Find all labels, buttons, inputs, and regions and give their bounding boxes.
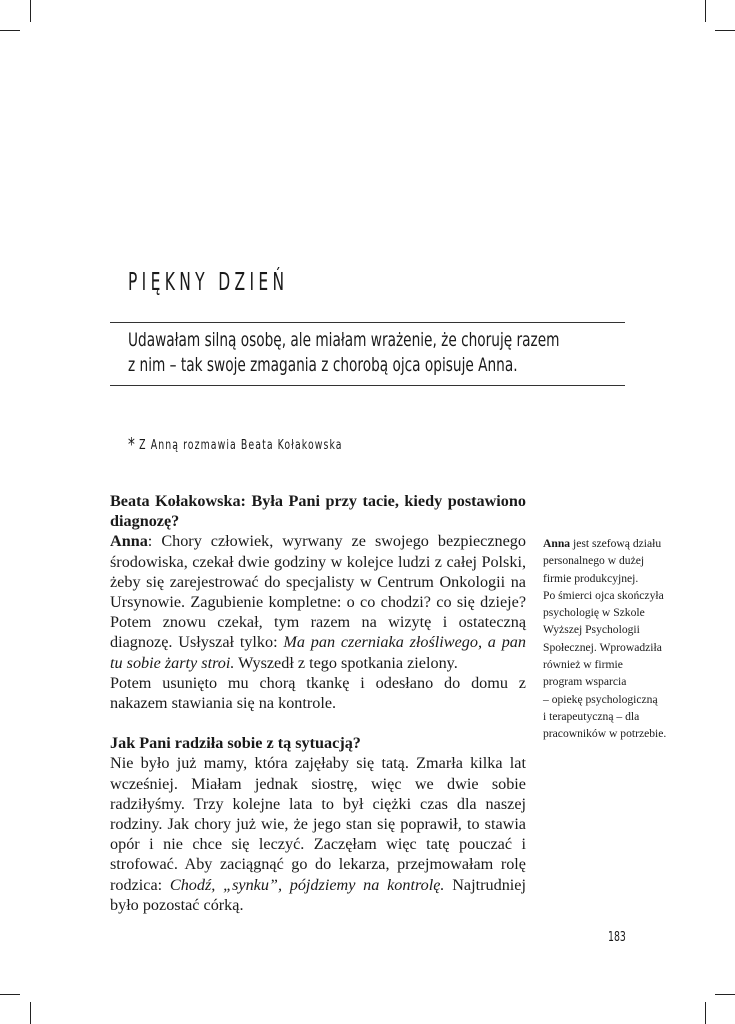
answer-1-speaker: Anna <box>110 532 148 551</box>
paragraph-gap <box>110 713 526 733</box>
crop-mark <box>715 994 735 995</box>
question-2: Jak Pani radziła sobie z tą sytuacją? <box>110 734 361 753</box>
sidenote-line: – opiekę psychologiczną <box>543 692 658 706</box>
sidenote-line: psychologię w Szkole <box>543 606 645 620</box>
sidenote-line: również w firmie <box>543 658 623 672</box>
lead-line-2: z nim – tak swoje zmagania z chorobą ojca opisuje Anna. <box>128 354 518 376</box>
lead-paragraph <box>128 328 559 378</box>
sidenote-line: Po śmierci ojca skończyła <box>543 588 664 602</box>
answer-2 <box>110 753 526 915</box>
chapter-title: PIĘKNY DZIEŃ <box>128 266 289 296</box>
crop-mark <box>705 0 706 22</box>
sidenote-line: firmie produkcyjnej. <box>543 571 639 585</box>
lead-bottom-rule <box>110 385 625 386</box>
crop-mark <box>30 1002 31 1024</box>
answer-1-quote: Ma pan czerniaka złośliwego, a pan tu sobie żarty stroi. <box>110 633 526 672</box>
sidenote-line: i terapeutyczną – dla <box>543 709 640 723</box>
byline-text: Z Anną rozmawia Beata Kołakowska <box>139 438 343 453</box>
sidenote-line-1-rest: jest szefową działu <box>570 537 662 550</box>
question-1: Beata Kołakowska: Była Pani przy tacie, kiedy postawiono diagnozę? <box>110 492 526 531</box>
sidenote-line <box>543 535 683 552</box>
answer-1-text-b: Wyszedł z tego spotkania zielony. <box>234 653 458 672</box>
answer-2-quote: Chodź, „synku”, pójdziemy na kontrolę. <box>169 875 445 894</box>
sidenote-line: program wsparcia <box>543 675 627 689</box>
asterisk-icon: * <box>128 434 135 456</box>
answer-2-text-a: Nie było już mamy, która zajęłaby się tatą. Zmarła kilka lat wcześniej. Miałam jednak siostrę, więc we dwie sobie radziłyśmy. Trzy kolejne lata to był ciężki czas dla naszej rodziny. Jak chory już wie, że jego stan się poprawił, to stawia opór i nie chce się leczyć. Zaczęłam więc tatę pouczać i strofować. Aby zaciągnąć go do lekarza, przejmowałam rolę rodzica: <box>110 754 526 894</box>
answer-2-text-b: Najtrudniej było pozostać córką. <box>110 875 526 914</box>
crop-mark <box>705 1002 706 1024</box>
answer-1 <box>110 531 526 672</box>
crop-mark <box>30 0 31 22</box>
answer-1-paragraph-2: Potem usunięto mu chorą tkankę i odesłano do domu z nakazem stawiania się na kontrole. <box>110 673 526 713</box>
sidenote-bio <box>543 535 683 743</box>
lead-line-1: Udawałam silną osobę, ale miałam wrażenie, że choruję razem <box>128 329 560 351</box>
byline <box>128 432 343 454</box>
sidenote-line: Społecznej. Wprowadziła <box>543 640 662 654</box>
sidenote-line: pracowników w potrzebie. <box>543 727 667 741</box>
crop-mark <box>0 994 20 995</box>
sidenote-line: Wyższej Psychologii <box>543 623 640 637</box>
lead-top-rule <box>110 322 625 323</box>
interview-body <box>110 491 526 915</box>
sidenote-name: Anna <box>543 537 571 550</box>
crop-mark <box>715 30 735 31</box>
answer-1-text-a: : Chory człowiek, wyrwany ze swojego bezpiecznego środowiska, czekał dwie godziny w kolejce ludzi z całej Polski, żeby się zarejestrować do specjalisty w Centrum Onkologii na Ursynowie. Zagubienie kompletne: o co chodzi? co się dzieje? Potem znowu czekał, tym razem na wizytę i ostateczną diagnozę. Usłyszał tylko: <box>110 532 526 652</box>
crop-mark <box>0 30 20 31</box>
sidenote-line: personalnego w dużej <box>543 554 645 568</box>
page-number: 183 <box>608 930 626 945</box>
